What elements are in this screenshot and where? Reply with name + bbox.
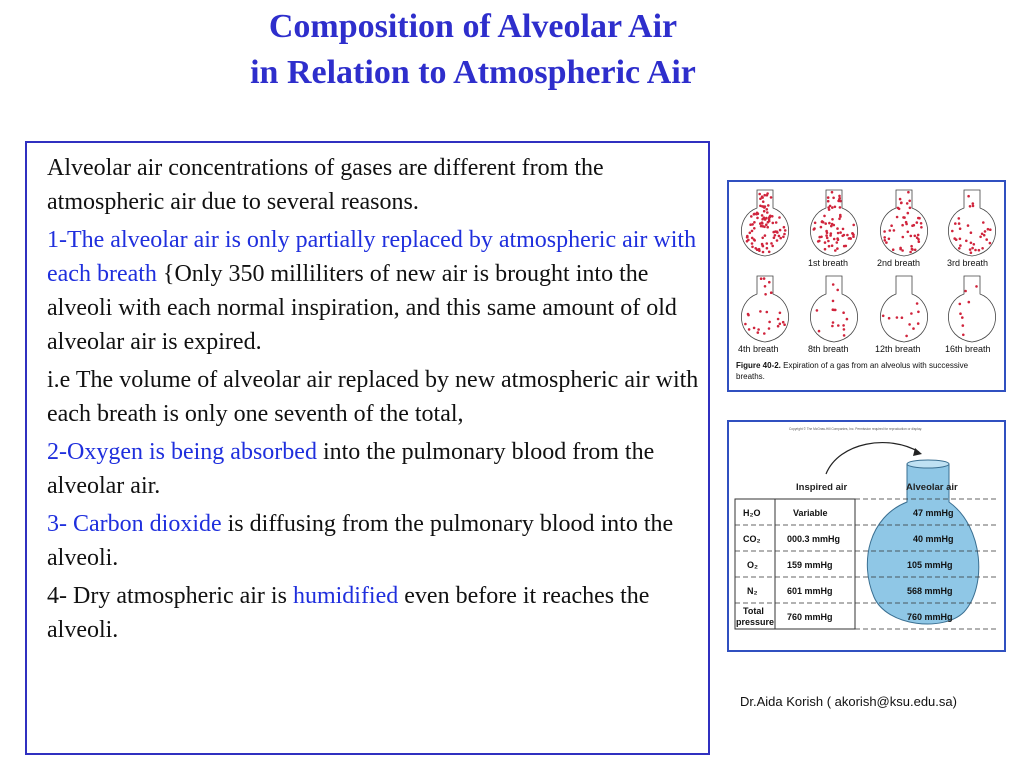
alveolus-flask xyxy=(741,190,788,256)
gas-molecule-dot xyxy=(758,248,761,251)
alveolar-air-label: Alveolar air xyxy=(906,482,958,493)
inspired-air-label: Inspired air xyxy=(796,482,848,493)
gas-molecule-dot xyxy=(911,224,914,227)
gas-molecule-dot xyxy=(883,230,886,233)
gas-molecule-dot xyxy=(884,239,887,242)
gas-molecule-dot xyxy=(836,289,839,292)
gas-molecule-dot xyxy=(882,315,885,318)
gas-molecule-dot xyxy=(984,230,987,233)
gas-molecule-dot xyxy=(837,324,840,327)
gas-molecule-dot xyxy=(901,249,904,252)
gas-molecule-dot xyxy=(825,234,828,237)
gas-molecule-dot xyxy=(888,317,891,320)
gas-molecule-dot xyxy=(763,277,766,280)
gas-molecule-dot xyxy=(893,229,896,232)
alveolar-h2o: 47 mmHg xyxy=(913,508,954,518)
gas-molecule-dot xyxy=(770,196,773,199)
gas-molecule-dot xyxy=(972,205,975,208)
gas-molecule-dot xyxy=(890,224,893,227)
gas-molecule-dot xyxy=(777,325,780,328)
gas-molecule-dot xyxy=(897,207,900,210)
gas-molecule-dot xyxy=(917,311,920,314)
gas-molecule-dot xyxy=(828,222,831,225)
figure-caption-text: Expiration of a gas from an alveolus with successive xyxy=(780,361,969,370)
gas-molecule-dot xyxy=(775,221,778,224)
reason-4-text: even before it reaches the alveoli. xyxy=(47,583,650,643)
gas-molecule-dot xyxy=(764,234,767,237)
gas-molecule-dot xyxy=(830,225,833,228)
gas-molecule-dot xyxy=(842,228,845,231)
gas-molecule-dot xyxy=(766,208,769,211)
inspired-o2: 159 mmHg xyxy=(787,560,833,570)
gas-molecule-dot xyxy=(779,312,782,315)
gas-molecule-dot xyxy=(917,322,920,325)
gas-molecule-dot xyxy=(985,238,988,241)
gas-molecule-dot xyxy=(900,202,903,205)
gas-molecule-dot xyxy=(832,283,835,286)
alveolus-flask xyxy=(810,190,857,256)
gas-molecule-dot xyxy=(770,242,773,245)
gas-h2o: H₂O xyxy=(743,508,761,518)
label-4th-breath: 4th breath xyxy=(738,344,779,354)
alveolar-o2: 105 mmHg xyxy=(907,560,953,570)
gas-molecule-dot xyxy=(916,221,919,224)
label-1st-breath: 1st breath xyxy=(808,258,849,268)
gas-molecule-dot xyxy=(820,226,823,229)
gas-molecule-dot xyxy=(914,235,917,238)
gas-molecule-dot xyxy=(823,215,826,218)
gas-molecule-dot xyxy=(759,310,762,313)
gas-molecule-dot xyxy=(832,300,835,303)
gas-molecule-dot xyxy=(768,220,771,223)
gas-molecule-dot xyxy=(773,236,776,239)
alveolus-flask xyxy=(880,276,927,342)
gas-molecule-dot xyxy=(920,226,923,229)
gas-molecule-dot xyxy=(751,237,754,240)
gas-composition-diagram xyxy=(729,422,1004,650)
gas-molecule-dot xyxy=(764,285,767,288)
gas-molecule-dot xyxy=(916,302,919,305)
gas-molecule-dot xyxy=(753,213,756,216)
gas-molecule-dot xyxy=(838,195,841,198)
gas-molecule-dot xyxy=(843,334,846,337)
gas-molecule-dot xyxy=(832,321,835,324)
gas-molecule-dot xyxy=(765,223,768,226)
gas-molecule-dot xyxy=(959,238,962,241)
gas-molecule-dot xyxy=(979,236,982,239)
gas-molecule-dot xyxy=(831,244,834,247)
figure-caption-line-2: breaths. xyxy=(736,372,765,381)
gas-molecule-dot xyxy=(989,228,992,231)
label-2nd-breath: 2nd breath xyxy=(877,258,921,268)
gas-molecule-dot xyxy=(959,312,962,315)
gas-molecule-dot xyxy=(818,240,821,243)
reason-3-highlight: 3- Carbon dioxide xyxy=(47,511,222,537)
gas-molecule-dot xyxy=(762,200,765,203)
gas-molecule-dot xyxy=(836,237,839,240)
gas-n2: N₂ xyxy=(747,586,758,596)
gas-molecule-dot xyxy=(768,251,771,254)
gas-molecule-dot xyxy=(916,236,919,239)
paragraph-intro xyxy=(47,151,707,219)
gas-molecule-dot xyxy=(761,214,764,217)
gas-molecule-dot xyxy=(959,303,962,306)
gas-molecule-dot xyxy=(918,217,921,220)
gas-molecule-dot xyxy=(968,301,971,304)
gas-molecule-dot xyxy=(905,221,908,224)
gas-molecule-dot xyxy=(914,249,917,252)
gas-molecule-dot xyxy=(762,251,765,254)
main-text-box xyxy=(25,141,710,755)
gas-molecule-dot xyxy=(764,218,767,221)
title-line-1: Composition of Alveolar Air xyxy=(268,8,678,45)
gas-molecule-dot xyxy=(907,212,910,215)
gas-molecule-dot xyxy=(766,311,769,314)
gas-molecule-dot xyxy=(955,238,958,241)
inspired-n2: 601 mmHg xyxy=(787,586,833,596)
gas-molecule-dot xyxy=(763,210,766,213)
gas-molecule-dot xyxy=(829,234,832,237)
gas-molecule-dot xyxy=(975,285,978,288)
gas-molecule-dot xyxy=(748,328,751,331)
gas-molecule-dot xyxy=(779,229,782,232)
copyright-notice: Copyright © The McGraw-Hill Companies, Inc. Permission required for reproduction or display. xyxy=(789,427,922,431)
gas-molecule-dot xyxy=(818,330,821,333)
gas-molecule-dot xyxy=(901,224,904,227)
gas-molecule-dot xyxy=(834,249,837,252)
gas-molecule-dot xyxy=(970,251,973,254)
gas-molecule-dot xyxy=(770,291,773,294)
gas-molecule-dot xyxy=(827,240,830,243)
gas-molecule-dot xyxy=(836,247,839,250)
gas-molecule-dot xyxy=(783,233,786,236)
gas-molecule-dot xyxy=(827,200,830,203)
total-label-2: pressure xyxy=(736,617,775,627)
gas-molecule-dot xyxy=(766,194,769,197)
main-text xyxy=(47,151,707,651)
label-8th-breath: 8th breath xyxy=(808,344,849,354)
gas-molecule-dot xyxy=(747,314,750,317)
gas-molecule-dot xyxy=(824,241,827,244)
figure-gas-composition xyxy=(727,420,1006,652)
gas-molecule-dot xyxy=(833,309,836,312)
paragraph-reason-4 xyxy=(47,579,707,647)
gas-molecule-dot xyxy=(920,222,923,225)
gas-molecule-dot xyxy=(757,331,760,334)
reason-2-text: into the pulmonary blood from the alveolar air. xyxy=(47,439,655,499)
gas-molecule-dot xyxy=(783,226,786,229)
gas-molecule-dot xyxy=(816,309,819,312)
gas-molecule-dot xyxy=(839,200,842,203)
gas-molecule-dot xyxy=(753,221,756,224)
figure-caption-line-1 xyxy=(736,361,969,370)
gas-molecule-dot xyxy=(831,218,834,221)
gas-molecule-dot xyxy=(896,316,899,319)
gas-molecule-dot xyxy=(969,205,972,208)
gas-molecule-dot xyxy=(846,234,849,237)
gas-molecule-dot xyxy=(762,225,765,228)
gas-molecule-dot xyxy=(744,323,747,326)
gas-molecule-dot xyxy=(776,239,779,242)
gas-molecule-dot xyxy=(767,204,770,207)
gas-molecule-dot xyxy=(910,245,913,248)
gas-molecule-dot xyxy=(907,191,910,194)
label-16th-breath: 16th breath xyxy=(945,344,991,354)
figure-alveolus-breaths xyxy=(727,180,1006,392)
gas-molecule-dot xyxy=(843,234,846,237)
gas-molecule-dot xyxy=(970,231,973,234)
gas-molecule-dot xyxy=(778,235,781,238)
author-credit: Dr.Aida Korish ( akorish@ksu.edu.sa) xyxy=(740,694,957,709)
total-label-1: Total xyxy=(743,606,764,616)
gas-molecule-dot xyxy=(766,242,769,245)
gas-molecule-dot xyxy=(751,230,754,233)
gas-molecule-dot xyxy=(959,244,962,247)
gas-molecule-dot xyxy=(843,245,846,248)
gas-molecule-dot xyxy=(852,235,855,238)
gas-molecule-dot xyxy=(766,247,769,250)
gas-molecule-dot xyxy=(774,230,777,233)
gas-molecule-dot xyxy=(774,234,777,237)
gas-molecule-dot xyxy=(982,221,985,224)
gas-o2: O₂ xyxy=(747,560,758,570)
gas-molecule-dot xyxy=(756,217,759,220)
slide-title xyxy=(0,4,946,96)
gas-molecule-dot xyxy=(766,211,769,214)
gas-molecule-dot xyxy=(777,318,780,321)
gas-molecule-dot xyxy=(983,234,986,237)
gas-molecule-dot xyxy=(851,232,854,235)
gas-molecule-dot xyxy=(756,212,759,215)
gas-molecule-dot xyxy=(987,228,990,231)
gas-molecule-dot xyxy=(967,195,970,198)
gas-molecule-dot xyxy=(772,222,775,225)
inspiration-arrow xyxy=(826,443,919,474)
gas-molecule-dot xyxy=(814,222,817,225)
gas-molecule-dot xyxy=(827,206,830,209)
gas-molecule-dot xyxy=(824,248,827,251)
paragraph-reason-2 xyxy=(47,435,707,503)
gas-molecule-dot xyxy=(958,217,961,220)
reason-2-highlight: 2-Oxygen is being absorbed xyxy=(47,439,317,465)
gas-molecule-dot xyxy=(964,290,967,293)
gas-molecule-dot xyxy=(761,244,764,247)
gas-molecule-dot xyxy=(910,235,913,238)
gas-molecule-dot xyxy=(906,202,909,205)
gas-molecule-dot xyxy=(779,237,782,240)
reason-4-highlight: humidified xyxy=(292,583,399,609)
gas-molecule-dot xyxy=(768,321,771,324)
flask-mouth xyxy=(907,460,949,468)
gas-molecule-dot xyxy=(839,215,842,218)
gas-molecule-dot xyxy=(989,242,992,245)
gas-molecule-dot xyxy=(779,323,782,326)
gas-molecule-dot xyxy=(974,249,977,252)
gas-molecule-dot xyxy=(746,240,749,243)
paragraph-reason-1 xyxy=(47,223,707,359)
gas-molecule-dot xyxy=(761,196,764,199)
gas-molecule-dot xyxy=(899,198,902,201)
gas-molecule-dot xyxy=(771,245,774,248)
gas-molecule-dot xyxy=(768,327,771,330)
gas-molecule-dot xyxy=(751,246,754,249)
gas-molecule-dot xyxy=(909,207,912,210)
gas-molecule-dot xyxy=(761,237,764,240)
gas-molecule-dot xyxy=(813,228,816,231)
gas-molecule-dot xyxy=(902,216,905,219)
gas-molecule-dot xyxy=(750,215,753,218)
gas-molecule-dot xyxy=(836,241,839,244)
gas-molecule-dot xyxy=(782,321,785,324)
gas-molecule-dot xyxy=(849,237,852,240)
alveolus-flask xyxy=(948,276,995,342)
gas-molecule-dot xyxy=(766,226,769,229)
ie-text: i.e The volume of alveolar air replaced by new atmospheric air with each breath is only one seventh of the total, xyxy=(47,367,699,427)
gas-molecule-dot xyxy=(784,229,787,232)
gas-molecule-dot xyxy=(831,325,834,328)
gas-molecule-dot xyxy=(958,247,961,250)
gas-molecule-dot xyxy=(908,200,911,203)
gas-molecule-dot xyxy=(749,232,752,235)
gas-molecule-dot xyxy=(962,334,965,337)
gas-molecule-dot xyxy=(972,202,975,205)
gas-molecule-dot xyxy=(759,222,762,225)
gas-molecule-dot xyxy=(760,277,763,280)
gas-molecule-dot xyxy=(981,247,984,250)
gas-molecule-dot xyxy=(967,224,970,227)
reason-4-start: 4- Dry atmospheric air is xyxy=(47,583,293,609)
gas-molecule-dot xyxy=(908,323,911,326)
gas-molecule-dot xyxy=(837,232,840,235)
reason-1-text: {Only 350 milliliters of new air is brought into the alveoli with each normal inspiration, and this same amount of old alveolar air is expired. xyxy=(47,261,677,355)
alveolar-co2: 40 mmHg xyxy=(913,534,954,544)
gas-molecule-dot xyxy=(754,247,757,250)
gas-molecule-dot xyxy=(824,222,827,225)
gas-molecule-dot xyxy=(782,236,785,239)
gas-molecule-dot xyxy=(758,193,761,196)
gas-molecule-dot xyxy=(885,241,888,244)
gas-molecule-dot xyxy=(836,227,839,230)
inspired-total: 760 mmHg xyxy=(787,612,833,622)
gas-molecule-dot xyxy=(839,231,842,234)
gas-molecule-dot xyxy=(911,248,914,251)
gas-molecule-dot xyxy=(965,240,968,243)
gas-molecule-dot xyxy=(833,238,836,241)
gas-molecule-dot xyxy=(846,318,849,321)
gas-molecule-dot xyxy=(910,312,913,315)
gas-molecule-dot xyxy=(826,232,829,235)
inspired-co2: 000.3 mmHg xyxy=(787,534,841,544)
alveolar-total: 760 mmHg xyxy=(907,612,953,622)
paragraph-reason-3 xyxy=(47,507,707,575)
gas-molecule-dot xyxy=(831,191,834,194)
gas-molecule-dot xyxy=(896,216,899,219)
gas-molecule-dot xyxy=(852,224,855,227)
gas-molecule-dot xyxy=(959,227,962,230)
gas-molecule-dot xyxy=(768,281,771,284)
inspired-h2o: Variable xyxy=(793,508,828,518)
gas-molecule-dot xyxy=(888,238,891,241)
gas-molecule-dot xyxy=(759,205,762,208)
reason-3-text: is diffusing from the pulmonary blood into the alveoli. xyxy=(47,511,674,571)
gas-co2: CO₂ xyxy=(743,534,761,544)
label-3rd-breath: 3rd breath xyxy=(947,258,989,268)
gas-molecule-dot xyxy=(821,221,824,224)
gas-molecule-dot xyxy=(753,227,756,230)
gas-molecule-dot xyxy=(907,231,910,234)
gas-molecule-dot xyxy=(827,196,830,199)
gas-molecule-dot xyxy=(763,332,766,335)
gas-molecule-dot xyxy=(820,236,823,239)
label-12th-breath: 12th breath xyxy=(875,344,921,354)
gas-molecule-dot xyxy=(905,335,908,338)
title-line-2: in Relation to Atmospheric Air xyxy=(250,54,696,91)
gas-molecule-dot xyxy=(901,316,904,319)
paragraph-ie xyxy=(47,363,707,431)
alveolar-n2: 568 mmHg xyxy=(907,586,953,596)
gas-molecule-dot xyxy=(917,234,920,237)
gas-molecule-dot xyxy=(883,236,886,239)
figure-caption-bold: Figure 40-2. xyxy=(736,361,781,370)
gas-molecule-dot xyxy=(757,328,760,331)
gas-molecule-dot xyxy=(751,223,754,226)
gas-molecule-dot xyxy=(961,316,964,319)
gas-molecule-dot xyxy=(892,248,895,251)
gas-molecule-dot xyxy=(969,248,972,251)
gas-molecule-dot xyxy=(912,327,915,330)
gas-molecule-dot xyxy=(978,249,981,252)
gas-molecule-dot xyxy=(902,236,905,239)
alveolus-flasks-diagram xyxy=(729,182,1004,390)
gas-molecule-dot xyxy=(839,206,842,209)
gas-molecule-dot xyxy=(778,216,781,219)
gas-molecule-dot xyxy=(951,230,954,233)
gas-molecule-dot xyxy=(909,251,912,254)
gas-molecule-dot xyxy=(843,328,846,331)
gas-molecule-dot xyxy=(954,222,957,225)
gas-molecule-dot xyxy=(783,323,786,326)
gas-molecule-dot xyxy=(834,206,837,209)
gas-molecule-dot xyxy=(962,324,965,327)
gas-molecule-dot xyxy=(918,240,921,243)
intro-text: Alveolar air concentrations of gases are different from the atmospheric air due to several reasons. xyxy=(47,155,604,215)
gas-molecule-dot xyxy=(764,293,767,296)
gas-molecule-dot xyxy=(769,215,772,218)
gas-molecule-dot xyxy=(842,311,845,314)
gas-molecule-dot xyxy=(832,197,835,200)
reason-1-highlight: 1-The alveolar air is only partially replaced by atmospheric air with each breath xyxy=(47,227,697,287)
gas-molecule-dot xyxy=(831,206,834,209)
gas-molecule-dot xyxy=(973,243,976,246)
gas-molecule-dot xyxy=(753,327,756,330)
gas-molecule-dot xyxy=(971,247,974,250)
gas-molecule-dot xyxy=(970,242,973,245)
gas-molecule-dot xyxy=(746,235,749,238)
gas-molecule-dot xyxy=(826,237,829,240)
gas-molecule-dot xyxy=(763,206,766,209)
gas-molecule-dot xyxy=(842,324,845,327)
gas-molecule-dot xyxy=(958,222,961,225)
gas-molecule-dot xyxy=(751,242,754,245)
gas-molecule-dot xyxy=(828,245,831,248)
gas-molecule-dot xyxy=(889,229,892,232)
